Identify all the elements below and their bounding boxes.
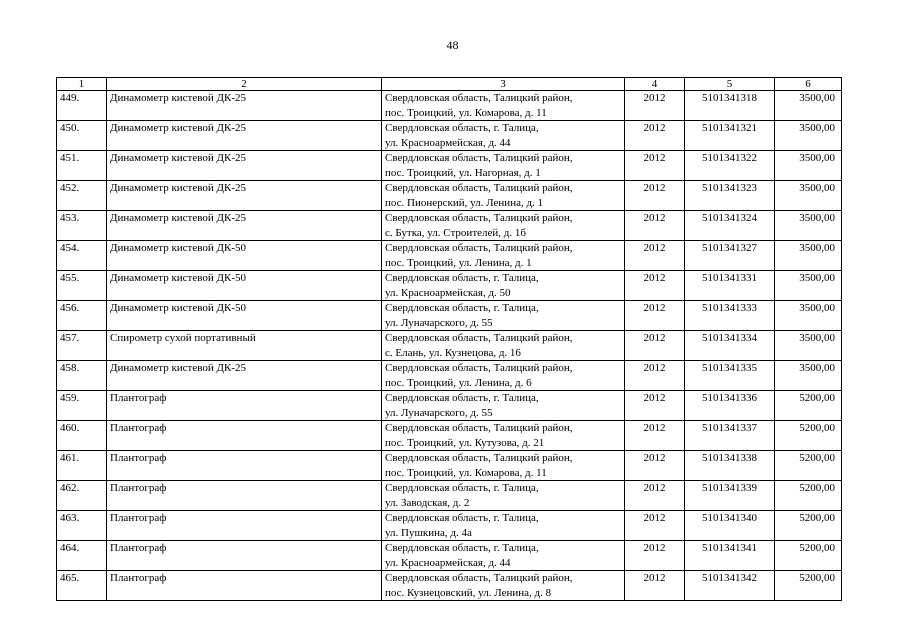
address-line-2: ул. Красноармейская, д. 50 (385, 286, 511, 299)
item-price: 3500,00 (775, 241, 842, 271)
item-year: 2012 (625, 571, 685, 601)
page-number: 48 (446, 38, 459, 52)
item-price: 3500,00 (775, 121, 842, 151)
item-name: Динамометр кистевой ДК-25 (107, 181, 382, 211)
item-name: Динамометр кистевой ДК-25 (107, 121, 382, 151)
item-name: Динамометр кистевой ДК-50 (107, 271, 382, 301)
table-row (57, 541, 842, 571)
item-name: Динамометр кистевой ДК-25 (107, 211, 382, 241)
row-number: 460. (57, 421, 107, 451)
item-address (382, 151, 625, 181)
item-year: 2012 (625, 121, 685, 151)
item-year: 2012 (625, 391, 685, 421)
item-year: 2012 (625, 511, 685, 541)
item-address (382, 121, 625, 151)
item-price: 3500,00 (775, 211, 842, 241)
item-address (382, 181, 625, 211)
address-line-2: пос. Троицкий, ул. Кутузова, д. 21 (385, 436, 545, 449)
address-line-2: ул. Луначарского, д. 55 (385, 316, 493, 329)
inventory-number: 5101341322 (685, 151, 775, 181)
address-line-2: с. Бутка, ул. Строителей, д. 1б (385, 226, 526, 239)
table-row (57, 391, 842, 421)
table-row (57, 241, 842, 271)
item-address (382, 361, 625, 391)
item-address (382, 271, 625, 301)
item-year: 2012 (625, 241, 685, 271)
column-header: 1 (57, 78, 107, 91)
row-number: 456. (57, 301, 107, 331)
inventory-number: 5101341321 (685, 121, 775, 151)
inventory-number: 5101341337 (685, 421, 775, 451)
item-name: Динамометр кистевой ДК-25 (107, 91, 382, 121)
inventory-number: 5101341334 (685, 331, 775, 361)
table-row (57, 571, 842, 601)
item-name: Плантограф (107, 571, 382, 601)
column-header: 6 (775, 78, 842, 91)
item-name: Плантограф (107, 511, 382, 541)
item-year: 2012 (625, 151, 685, 181)
item-year: 2012 (625, 181, 685, 211)
table-row (57, 421, 842, 451)
item-year: 2012 (625, 271, 685, 301)
column-header: 3 (382, 78, 625, 91)
address-line-1: Свердловская область, Талицкий район, (385, 182, 573, 194)
item-year: 2012 (625, 451, 685, 481)
item-name: Плантограф (107, 541, 382, 571)
address-line-1: Свердловская область, Талицкий район, (385, 362, 573, 374)
item-address (382, 451, 625, 481)
item-price: 3500,00 (775, 181, 842, 211)
table-row (57, 331, 842, 361)
table-row (57, 511, 842, 541)
item-year: 2012 (625, 211, 685, 241)
table-row (57, 181, 842, 211)
item-address (382, 541, 625, 571)
item-name: Плантограф (107, 421, 382, 451)
row-number: 452. (57, 181, 107, 211)
row-number: 453. (57, 211, 107, 241)
item-name: Плантограф (107, 451, 382, 481)
inventory-table (56, 77, 842, 601)
table-row (57, 271, 842, 301)
table-row (57, 361, 842, 391)
address-line-2: ул. Луначарского, д. 55 (385, 406, 493, 419)
inventory-number: 5101341341 (685, 541, 775, 571)
item-year: 2012 (625, 481, 685, 511)
address-line-1: Свердловская область, Талицкий район, (385, 332, 573, 344)
item-year: 2012 (625, 91, 685, 121)
inventory-number: 5101341323 (685, 181, 775, 211)
address-line-1: Свердловская область, г. Талица, (385, 482, 539, 494)
item-name: Динамометр кистевой ДК-25 (107, 361, 382, 391)
row-number: 451. (57, 151, 107, 181)
item-year: 2012 (625, 361, 685, 391)
address-line-1: Свердловская область, Талицкий район, (385, 242, 573, 254)
item-address (382, 241, 625, 271)
item-year: 2012 (625, 301, 685, 331)
row-number: 450. (57, 121, 107, 151)
item-price: 5200,00 (775, 421, 842, 451)
row-number: 463. (57, 511, 107, 541)
address-line-2: ул. Красноармейская, д. 44 (385, 136, 511, 149)
row-number: 449. (57, 91, 107, 121)
inventory-number: 5101341331 (685, 271, 775, 301)
item-address (382, 301, 625, 331)
row-number: 457. (57, 331, 107, 361)
row-number: 459. (57, 391, 107, 421)
address-line-1: Свердловская область, г. Талица, (385, 302, 539, 314)
item-address (382, 331, 625, 361)
item-address (382, 391, 625, 421)
row-number: 454. (57, 241, 107, 271)
column-header: 4 (625, 78, 685, 91)
address-line-1: Свердловская область, Талицкий район, (385, 92, 573, 104)
table-row (57, 121, 842, 151)
inventory-number: 5101341339 (685, 481, 775, 511)
address-line-1: Свердловская область, г. Талица, (385, 542, 539, 554)
row-number: 464. (57, 541, 107, 571)
item-price: 5200,00 (775, 541, 842, 571)
table-row (57, 451, 842, 481)
address-line-2: пос. Троицкий, ул. Ленина, д. 1 (385, 256, 532, 269)
item-price: 5200,00 (775, 391, 842, 421)
address-line-2: пос. Троицкий, ул. Комарова, д. 11 (385, 466, 547, 479)
item-address (382, 511, 625, 541)
item-price: 3500,00 (775, 271, 842, 301)
address-line-1: Свердловская область, Талицкий район, (385, 572, 573, 584)
row-number: 458. (57, 361, 107, 391)
item-address (382, 571, 625, 601)
inventory-number: 5101341338 (685, 451, 775, 481)
address-line-2: пос. Пионерский, ул. Ленина, д. 1 (385, 196, 544, 209)
address-line-1: Свердловская область, г. Талица, (385, 122, 539, 134)
item-price: 5200,00 (775, 481, 842, 511)
table-row (57, 301, 842, 331)
item-name: Динамометр кистевой ДК-50 (107, 241, 382, 271)
item-price: 5200,00 (775, 451, 842, 481)
item-price: 3500,00 (775, 331, 842, 361)
item-name: Спирометр сухой портативный (107, 331, 382, 361)
table-row (57, 211, 842, 241)
address-line-2: пос. Троицкий, ул. Комарова, д. 11 (385, 106, 547, 119)
row-number: 462. (57, 481, 107, 511)
address-line-2: пос. Кузнецовский, ул. Ленина, д. 8 (385, 586, 552, 599)
item-price: 5200,00 (775, 571, 842, 601)
address-line-2: ул. Заводская, д. 2 (385, 496, 470, 509)
address-line-1: Свердловская область, г. Талица, (385, 272, 539, 284)
inventory-number: 5101341342 (685, 571, 775, 601)
item-name: Плантограф (107, 391, 382, 421)
item-address (382, 211, 625, 241)
inventory-number: 5101341327 (685, 241, 775, 271)
item-address (382, 481, 625, 511)
address-line-2: с. Елань, ул. Кузнецова, д. 16 (385, 346, 521, 359)
address-line-2: пос. Троицкий, ул. Нагорная, д. 1 (385, 166, 541, 179)
item-name: Динамометр кистевой ДК-50 (107, 301, 382, 331)
table-row (57, 91, 842, 121)
inventory-number: 5101341333 (685, 301, 775, 331)
item-year: 2012 (625, 541, 685, 571)
item-year: 2012 (625, 421, 685, 451)
item-name: Плантограф (107, 481, 382, 511)
address-line-2: ул. Пушкина, д. 4а (385, 526, 472, 539)
inventory-number: 5101341336 (685, 391, 775, 421)
address-line-1: Свердловская область, Талицкий район, (385, 212, 573, 224)
item-price: 3500,00 (775, 361, 842, 391)
row-number: 461. (57, 451, 107, 481)
item-address (382, 91, 625, 121)
column-header: 2 (107, 78, 382, 91)
inventory-number: 5101341318 (685, 91, 775, 121)
inventory-number: 5101341340 (685, 511, 775, 541)
table-row (57, 481, 842, 511)
item-address (382, 421, 625, 451)
item-price: 3500,00 (775, 91, 842, 121)
address-line-2: ул. Красноармейская, д. 44 (385, 556, 511, 569)
address-line-1: Свердловская область, г. Талица, (385, 512, 539, 524)
item-name: Динамометр кистевой ДК-25 (107, 151, 382, 181)
column-header: 5 (685, 78, 775, 91)
inventory-number: 5101341335 (685, 361, 775, 391)
address-line-2: пос. Троицкий, ул. Ленина, д. 6 (385, 376, 532, 389)
item-price: 3500,00 (775, 301, 842, 331)
table-row (57, 151, 842, 181)
address-line-1: Свердловская область, г. Талица, (385, 392, 539, 404)
row-number: 455. (57, 271, 107, 301)
item-price: 3500,00 (775, 151, 842, 181)
item-price: 5200,00 (775, 511, 842, 541)
row-number: 465. (57, 571, 107, 601)
address-line-1: Свердловская область, Талицкий район, (385, 452, 573, 464)
inventory-number: 5101341324 (685, 211, 775, 241)
address-line-1: Свердловская область, Талицкий район, (385, 152, 573, 164)
item-year: 2012 (625, 331, 685, 361)
address-line-1: Свердловская область, Талицкий район, (385, 422, 573, 434)
table-header-row (57, 78, 842, 91)
